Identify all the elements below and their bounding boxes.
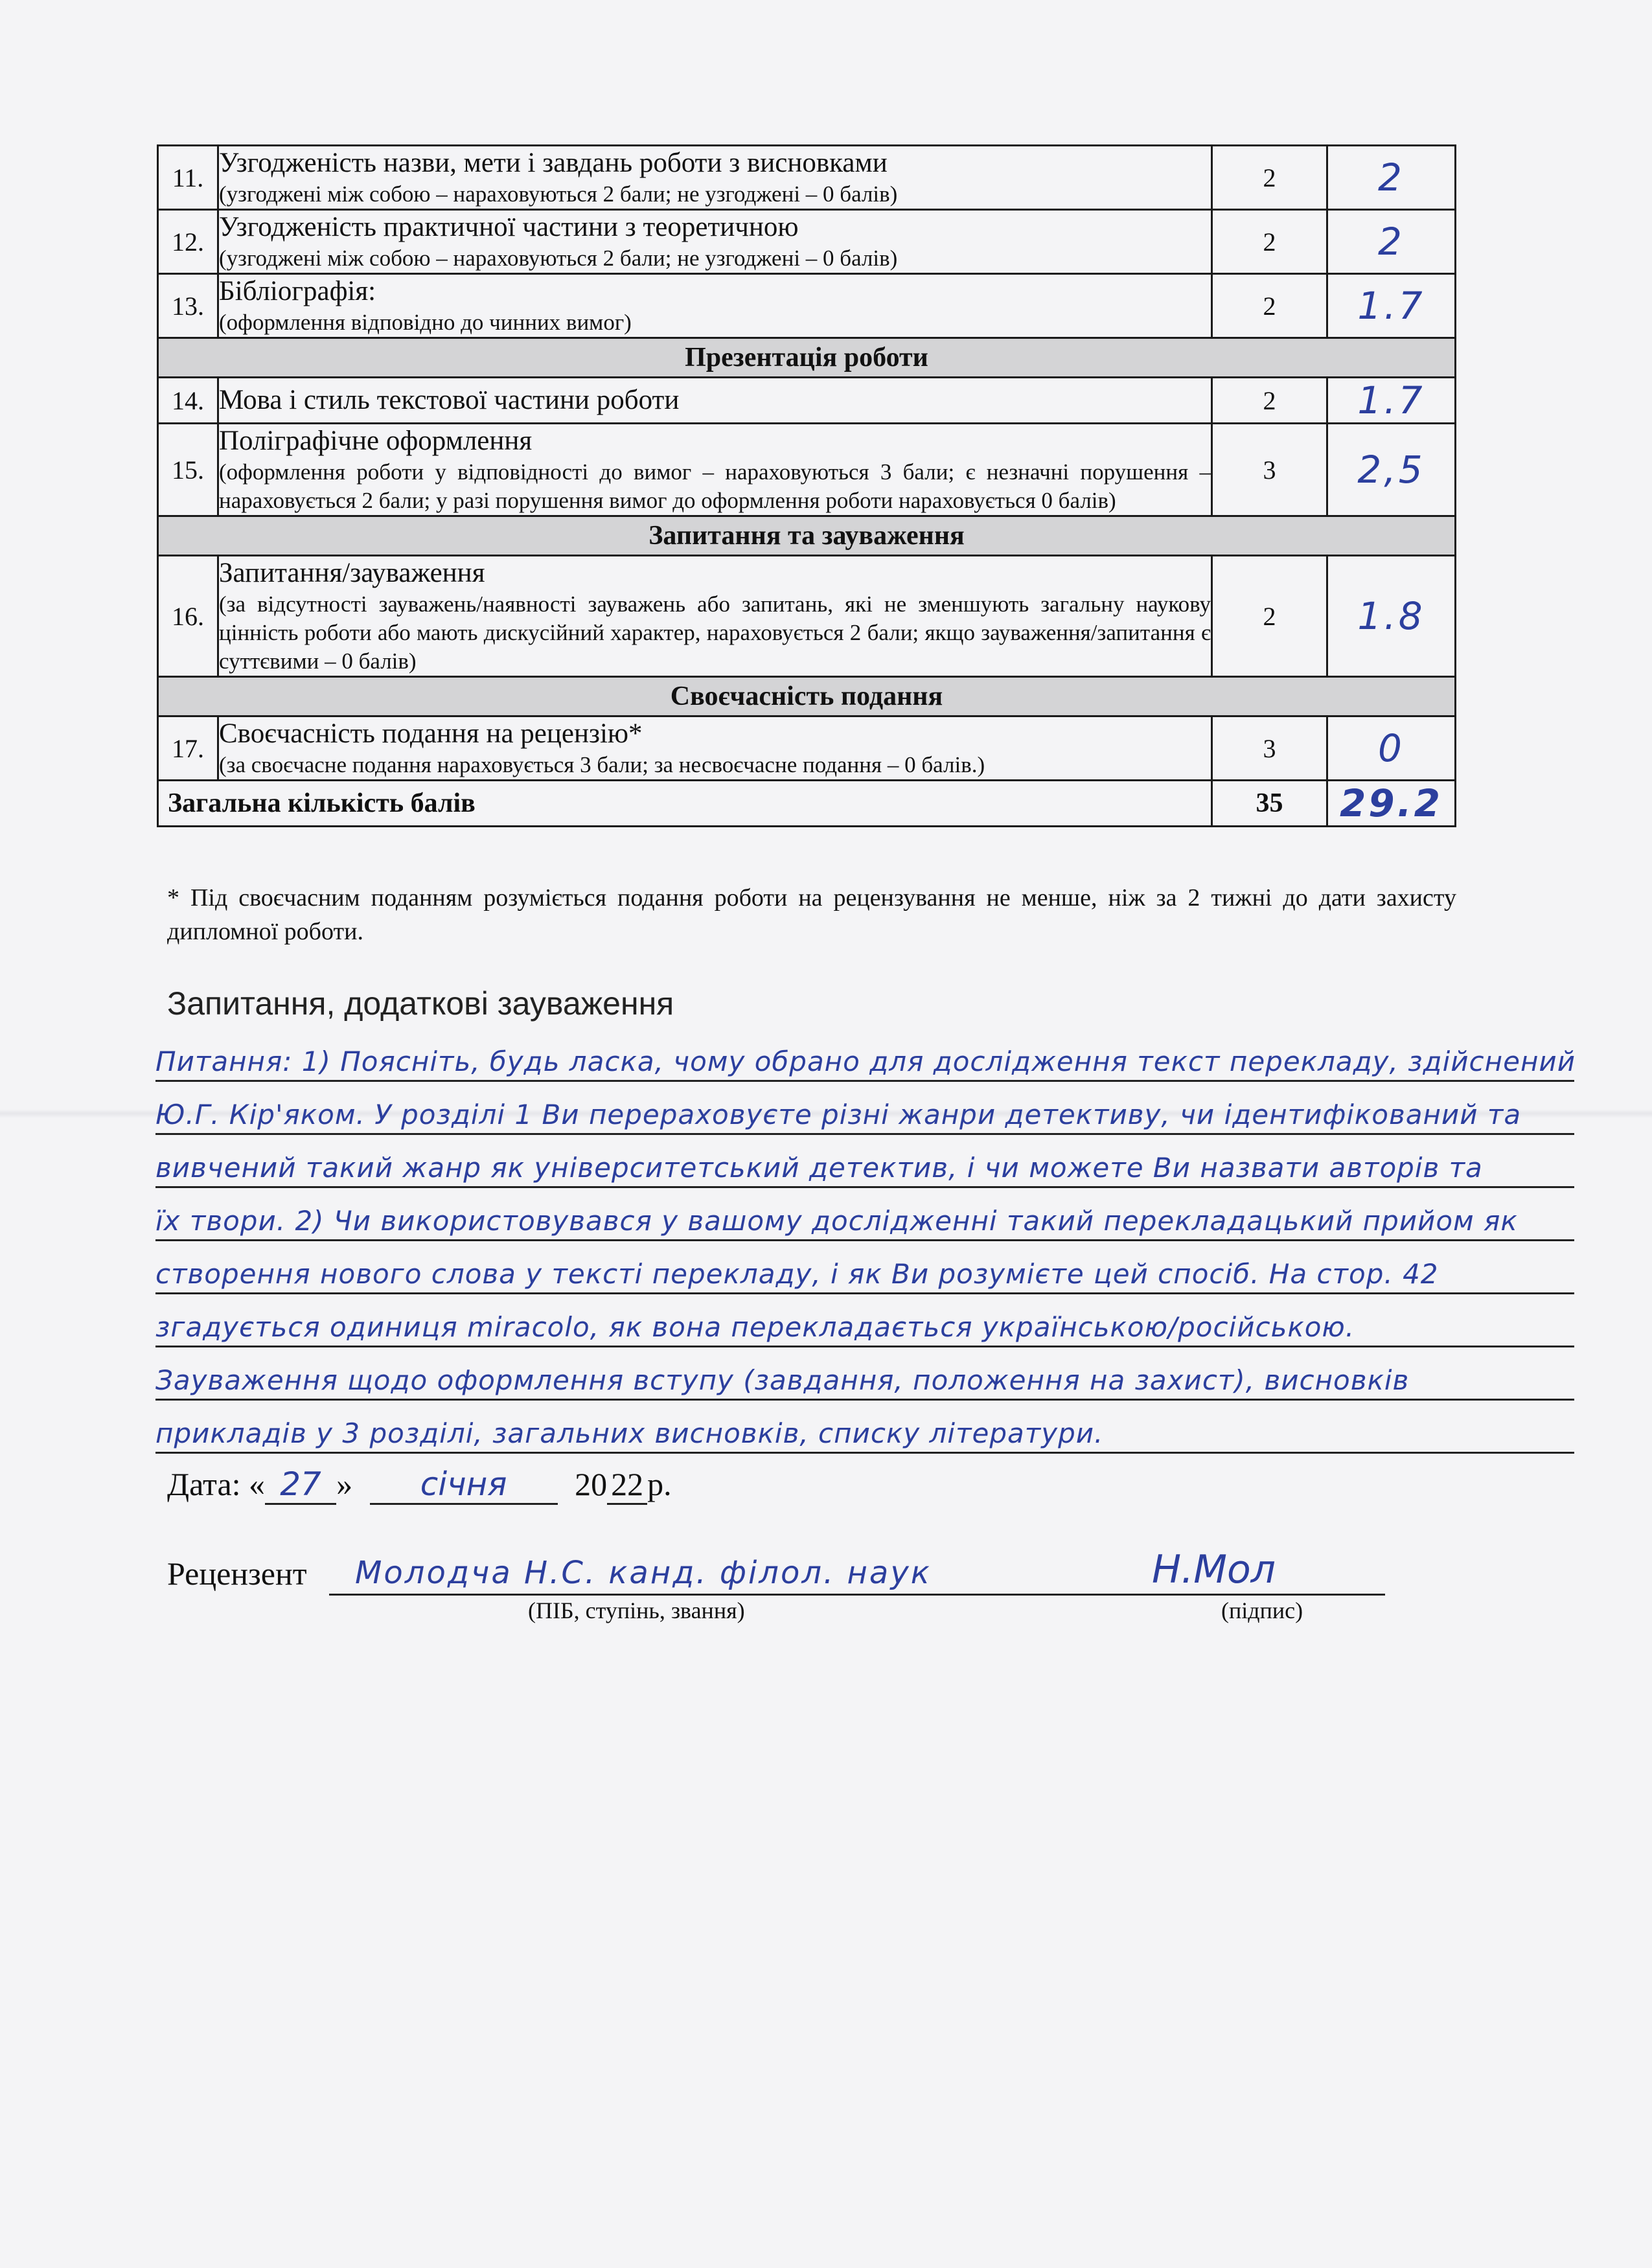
given-score-cell: [1327, 210, 1456, 274]
remark-line: [155, 1135, 1574, 1188]
criterion-cell: [218, 210, 1212, 274]
date-year-end: р.: [647, 1466, 672, 1502]
remark-text: прикладів у 3 розділі, загальних висновків, списку літератури.: [155, 1417, 1104, 1449]
remark-text: їх твори. 2) Чи використовувався у вашому дослідженні такий перекладацький прийом як: [155, 1205, 1518, 1237]
total-label: Загальна кількість балів: [158, 781, 1212, 827]
criterion-cell: [218, 424, 1212, 516]
criterion-cell: [218, 274, 1212, 338]
signature-field: [1126, 1548, 1385, 1596]
date-close-quote: »: [336, 1466, 353, 1502]
criterion-cell: [218, 556, 1212, 677]
reviewer-row: [167, 1547, 1276, 1592]
given-score: 1.7: [1357, 378, 1425, 422]
section-header-questions: [158, 516, 1456, 556]
date-month-field: [370, 1465, 558, 1505]
given-score: 0: [1378, 726, 1405, 770]
given-score: 2: [1378, 220, 1405, 264]
given-score-cell: [1327, 146, 1456, 210]
criterion-cell: [218, 146, 1212, 210]
criterion-number: 13.: [158, 274, 218, 338]
remark-line: [155, 1401, 1574, 1454]
given-score-cell: [1327, 716, 1456, 781]
reviewer-name-field: [329, 1548, 1175, 1596]
given-score: 1.7: [1357, 284, 1425, 328]
criterion-note: (узгоджені між собою – нараховуються 2 бали; не узгоджені – 0 балів): [219, 181, 898, 207]
criterion-number: 12.: [158, 210, 218, 274]
section-header-timeliness: [158, 677, 1456, 716]
given-score: 2,5: [1357, 448, 1425, 492]
questions-heading: Запитання, додаткові зауваження: [167, 985, 674, 1022]
max-score: 2: [1212, 210, 1327, 274]
total-max: 35: [1212, 781, 1327, 827]
criterion-number: 15.: [158, 424, 218, 516]
criterion-cell: [218, 716, 1212, 781]
criterion-row: [158, 146, 1456, 210]
date-year-prefix: 20: [575, 1466, 608, 1502]
criterion-note: (узгоджені між собою – нараховуються 2 бали; не узгоджені – 0 балів): [219, 246, 898, 271]
remark-line: [155, 1188, 1574, 1241]
section-title: Своєчасність подання: [158, 677, 1456, 716]
given-score-cell: [1327, 274, 1456, 338]
handwritten-remarks: [155, 1029, 1600, 1454]
footnote: * Під своєчасним поданням розуміється подання роботи на рецензування не менше, ніж за 2 тижні до дати захисту дипломної роботи.: [167, 884, 1456, 945]
max-score: 2: [1212, 274, 1327, 338]
section-title: Презентація роботи: [158, 338, 1456, 378]
remark-text: Ю.Г. Кір'яком. У розділі 1 Ви перераховуєте різні жанри детективу, чи ідентифікований та: [155, 1099, 1522, 1130]
criterion-number: 14.: [158, 378, 218, 424]
reviewer-signature: Н.Мол: [1152, 1547, 1276, 1592]
criterion-title: Бібліографія:: [219, 276, 376, 306]
max-score: 2: [1212, 556, 1327, 677]
section-header-presentation: [158, 338, 1456, 378]
reviewer-name: Молодча Н.С. канд. філол. наук: [355, 1555, 932, 1591]
criterion-title: Узгодженість практичної частини з теоретичною: [219, 212, 799, 242]
criterion-cell: [218, 378, 1212, 424]
criterion-title: Поліграфічне оформлення: [219, 426, 533, 456]
remark-line: [155, 1241, 1574, 1294]
criterion-number: 11.: [158, 146, 218, 210]
date-year-suffix: 22: [611, 1466, 644, 1502]
criterion-title: Своєчасність подання на рецензію*: [219, 718, 643, 749]
criterion-note: (за відсутності зауважень/наявності зауважень або запитань, які не зменшують загальну наукову цінність роботи або мають дискусійний характер, нараховується 2 бали; якщо зауваження/запитання є суттєвими – 0 балів): [219, 591, 1211, 674]
date-year-field: [607, 1465, 647, 1505]
criterion-row: [158, 424, 1456, 516]
remark-text: створення нового слова у тексті перекладу, і як Ви розумієте цей спосіб. На стор. 42: [155, 1258, 1439, 1290]
evaluation-table: [157, 144, 1456, 827]
criterion-title: Мова і стиль текстової частини роботи: [219, 385, 680, 415]
criterion-note: (за своєчасне подання нараховується 3 бали; за несвоєчасне подання – 0 балів.): [219, 752, 985, 777]
reviewer-label: Рецензент: [167, 1555, 307, 1592]
criterion-row: [158, 556, 1456, 677]
date-day-field: [265, 1465, 336, 1505]
criterion-row: [158, 378, 1456, 424]
criterion-number: 17.: [158, 716, 218, 781]
date-month: січня: [420, 1465, 507, 1503]
remark-text: Зауваження щодо оформлення вступу (завдання, положення на захист), висновків: [155, 1364, 1410, 1396]
total-score-cell: [1327, 781, 1456, 827]
remark-line: [155, 1082, 1574, 1135]
criterion-number: 16.: [158, 556, 218, 677]
given-score-cell: [1327, 424, 1456, 516]
max-score: 3: [1212, 424, 1327, 516]
remark-line: [155, 1294, 1574, 1347]
remark-text: згадується одиниця miracolo, як вона перекладається українською/російською.: [155, 1311, 1355, 1343]
total-row: [158, 781, 1456, 827]
max-score: 3: [1212, 716, 1327, 781]
section-title: Запитання та зауваження: [158, 516, 1456, 556]
criterion-row: [158, 716, 1456, 781]
criterion-note: (оформлення роботи у відповідності до вимог – нараховуються 3 бали; є незначні порушення – нараховується 2 бали; у разі порушення вимог до оформлення роботи нараховується 0 балів): [219, 459, 1211, 513]
criterion-note: (оформлення відповідно до чинних вимог): [219, 310, 632, 335]
date-day: 27: [280, 1465, 321, 1503]
criterion-row: [158, 274, 1456, 338]
remark-text: Питання: 1) Поясніть, будь ласка, чому обрано для дослідження текст перекладу, здійснений: [155, 1046, 1576, 1077]
given-score: 1.8: [1357, 594, 1425, 638]
criterion-title: Запитання/зауваження: [219, 558, 485, 588]
given-score: 2: [1378, 155, 1405, 200]
remark-line: [155, 1347, 1574, 1401]
total-score: 29.2: [1339, 781, 1443, 825]
signature-caption: (підпис): [1221, 1598, 1303, 1623]
remark-text: вивчений такий жанр як університетський детектив, і чи можете Ви назвати авторів та: [155, 1152, 1483, 1184]
max-score: 2: [1212, 146, 1327, 210]
date-label: Дата: «: [167, 1466, 266, 1502]
reviewer-name-caption: (ПІБ, ступінь, звання): [528, 1598, 745, 1623]
date-row: [167, 1465, 672, 1505]
max-score: 2: [1212, 378, 1327, 424]
given-score-cell: [1327, 556, 1456, 677]
criterion-title: Узгодженість назви, мети і завдань роботи з висновками: [219, 148, 888, 178]
remark-line: [155, 1029, 1574, 1082]
given-score-cell: [1327, 378, 1456, 424]
criterion-row: [158, 210, 1456, 274]
